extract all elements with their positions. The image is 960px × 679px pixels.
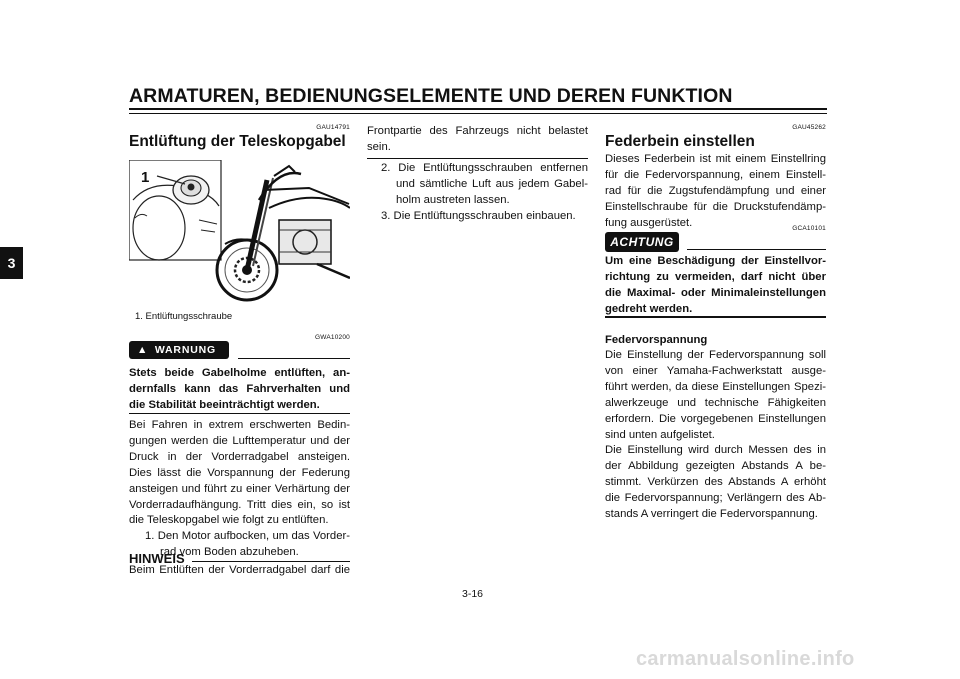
warning-text: Stets beide Gabelholme entlüften, an- dernfalls kann das Fahrverhalten und die Stabilität beeinträchtigt werden.	[129, 367, 350, 411]
figure-callout: 1	[141, 169, 150, 186]
section-heading: Entlüftung der Teleskopgabel	[129, 133, 346, 150]
body-paragraph: Bei Fahren in extrem erschwerten Bedin- gungen werden die Lufttemperatur und der Druck in der Vorderradgabel ansteigen. Dies lässt die Vorspannung der Federung ansteigen und führt zu einer Verhärtung der Vorderradaufhängung. Tritt dies ein, so ist die Teleskopgabel wie folgt zu entlüften.	[129, 419, 350, 527]
section-code: GAU14791	[316, 124, 350, 131]
warning-label: WARNUNG	[154, 344, 216, 356]
section-code-2: GAU45262	[792, 124, 826, 131]
intro-paragraph: Dieses Federbein ist mit einem Einstellring für die Federvorspannung, einem Einstell- rad für die Zugstufendämpfung und einer Einstellschraube für die Druckstufendämp- fung ausgerüstet.	[605, 153, 826, 229]
note-continuation: Frontpartie des Fahrzeugs nicht belastet sein.	[367, 125, 588, 153]
page-title: ARMATUREN, BEDIENUNGSELEMENTE UND DEREN FUNKTION	[129, 85, 733, 107]
step-3: 3. Die Entlüftungsschrauben einbauen.	[381, 210, 576, 222]
caution-rule	[687, 249, 826, 250]
step-2: 2. Die Entlüftungsschrauben entfernen und sämtliche Luft aus jedem Gabel- holm austreten lassen.	[381, 162, 588, 206]
figure-photo	[129, 160, 350, 304]
header-rule	[129, 108, 827, 110]
warning-rule	[238, 358, 350, 359]
section-heading-2: Federbein einstellen	[605, 133, 755, 150]
subheading: Federvorspannung	[605, 334, 708, 346]
chapter-tab: 3	[0, 247, 23, 279]
figure-caption: 1. Entlüftungsschraube	[135, 311, 233, 322]
caution-end-rule	[605, 316, 826, 318]
footer-watermark: carmanualsonline.info	[636, 648, 855, 670]
caution-text: Um eine Beschädigung der Einstellvor- richtung zu vermeiden, darf nicht über die Maximal- oder Minimaleinstellungen gedreht werden.	[605, 255, 826, 315]
header-rule-thin	[129, 113, 827, 114]
warning-icon: ▲	[137, 344, 149, 356]
caution-code: GCA10101	[792, 225, 826, 232]
step-1: 1. Den Motor aufbocken, um das Vorder- rad vom Boden abzuheben.	[145, 530, 350, 558]
motorcycle-illustration	[129, 160, 350, 304]
body-paragraph-2: Die Einstellung der Federvorspannung soll von einer Yamaha-Fachwerkstatt ausge- führt werden, da diese Einstellungen Spezi- alwerkzeuge und technische Fähigkeiten erfordern. Die vorgegebenen Einstellungen sind unten aufgelistet. Die Einstellung wird durch Messen des in der Abbildung gezeigten Abstands A be- stimmt. Verkürzen des Abstands A erhöht die Federvorspannung; Verlängern des Ab- stands A verringert die Federvorspannung.	[605, 349, 826, 521]
warning-code: GWA10200	[315, 334, 350, 341]
warning-badge	[129, 341, 229, 359]
note-label: HINWEIS	[129, 551, 185, 566]
note-text: Beim Entlüften der Vorderradgabel darf die	[129, 564, 350, 576]
caution-badge: ACHTUNG	[605, 232, 679, 252]
note-rule	[192, 561, 350, 562]
page-number: 3-16	[462, 588, 484, 600]
warning-end-rule	[129, 413, 350, 414]
note-end-rule	[367, 158, 588, 159]
